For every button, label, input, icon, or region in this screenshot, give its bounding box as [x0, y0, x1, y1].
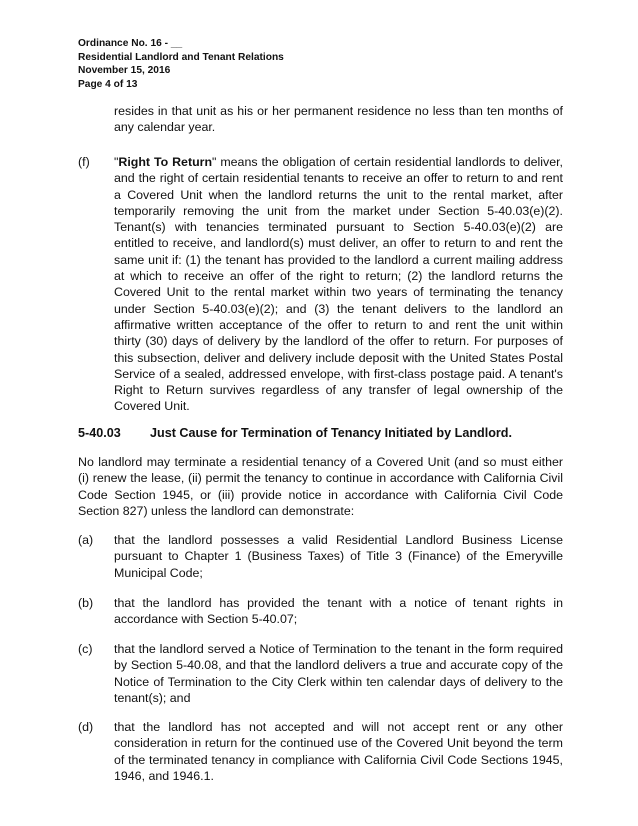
- item-label-c: (c): [78, 642, 93, 656]
- paragraph-line: consideration in return for the continued use of the Covered Unit beyond the term: [114, 736, 563, 751]
- ordinance-number: Ordinance No. 16 - __: [78, 38, 183, 49]
- paragraph-line: by Section 5-40.08, and that the landlord delivers a true and accurate copy of the: [114, 658, 563, 673]
- paragraph-line: pursuant to Chapter 1 (Business Taxes) of Title 3 (Finance) of the Emeryville: [114, 549, 563, 564]
- item-label-b: (b): [78, 596, 94, 610]
- paragraph-line: same unit if: (1) the tenant has provided to the landlord a current mailing address: [114, 252, 563, 267]
- paragraph-line: Covered Unit.: [114, 399, 190, 414]
- paragraph-line: at which to receive an offer of the right to return; (2) the landlord returns the: [114, 269, 563, 284]
- condition-c: [114, 641, 563, 706]
- paragraph-line: that the landlord possesses a valid Residential Landlord Business License: [114, 533, 563, 547]
- paragraph-line: 1946, and 1946.1.: [114, 768, 214, 783]
- paragraph-line: resides in that unit as his or her permanent residence no less than ten months of: [114, 104, 563, 118]
- condition-b: [114, 595, 563, 628]
- paragraph-line: Section 827) unless the landlord can demonstrate:: [78, 503, 355, 518]
- paragraph-line: that the landlord has provided the tenant with a notice of tenant rights in: [114, 596, 563, 610]
- definition-text: " means the obligation of certain residential landlords to deliver,: [212, 155, 563, 169]
- paragraph-line: under Section 5-40.03(e)(2); and (3) the tenant delivers to the landlord an: [114, 301, 563, 316]
- paragraph-line: Right to Return survives regardless of any transfer of legal ownership of the: [114, 383, 563, 398]
- continued-paragraph: [114, 103, 563, 136]
- item-label-a: (a): [78, 533, 94, 547]
- section-heading: [78, 426, 512, 440]
- intro-paragraph: [78, 454, 563, 519]
- section-title: Just Cause for Termination of Tenancy Initiated by Landlord.: [150, 426, 512, 440]
- item-label-f: (f): [78, 155, 90, 169]
- paragraph-line: (i) renew the lease, (ii) permit the tenancy to continue in accordance with California Civil: [78, 471, 563, 486]
- defined-term: Right To Return: [118, 155, 213, 169]
- page-number: Page 4 of 13: [78, 78, 138, 90]
- paragraph-line: Code Section 1945, or (iii) provide notice in accordance with California Civil Code: [78, 487, 563, 502]
- paragraph-line: that the landlord has not accepted and will not accept rent or any other: [114, 720, 563, 734]
- paragraph-line: any calendar year.: [114, 120, 216, 135]
- paragraph-line: entitled to receive, and landlord(s) must deliver, an offer to return to and rent the: [114, 236, 563, 251]
- paragraph-line: Municipal Code;: [114, 565, 203, 580]
- ordinance-date: November 15, 2016: [78, 65, 171, 77]
- paragraph-line: and the right of certain residential tenants to receive an offer to return to and rent: [114, 171, 563, 186]
- paragraph-line: thirty (30) days of delivery by the landlord of the offer to return. For purposes of: [114, 334, 563, 349]
- definition-right-to-return: [114, 154, 563, 415]
- paragraph-line: Notice of Termination to the City Clerk within ten calendar days of delivery to the: [114, 674, 563, 689]
- paragraph-line: of the terminated tenancy in compliance with California Civil Code Sections 1945,: [114, 752, 563, 767]
- paragraph-line: [114, 154, 563, 170]
- quote-mark: ": [114, 155, 119, 169]
- item-label-d: (d): [78, 720, 94, 734]
- ordinance-title: Residential Landlord and Tenant Relations: [78, 51, 284, 63]
- condition-a: [114, 532, 563, 581]
- paragraph-line: tenant(s); and: [114, 690, 191, 705]
- section-number: 5-40.03: [78, 426, 121, 440]
- paragraph-line: accordance with Section 5-40.07;: [114, 612, 298, 627]
- paragraph-line: Service of a sealed, addressed envelope, with first-class postage paid. A tenant's: [114, 366, 563, 381]
- paragraph-line: affirmative written acceptance of the offer to return to and rent the unit within: [114, 317, 563, 332]
- paragraph-line: this subsection, deliver and delivery include deposit with the United States Postal: [114, 350, 563, 365]
- paragraph-line: a Covered Unit when the landlord returns the unit to the rental market, after: [114, 187, 563, 202]
- paragraph-line: that the landlord served a Notice of Termination to the tenant in the form required: [114, 642, 563, 656]
- paragraph-line: Tenant(s) with tenancies terminated pursuant to Section 5-40.03(e)(2) are: [114, 220, 563, 235]
- paragraph-line: temporarily removing the unit from the market under Section 5-40.03(e)(2).: [114, 203, 563, 218]
- paragraph-line: Covered Unit to the rental market within two years of terminating the tenancy: [114, 285, 563, 300]
- condition-d: [114, 719, 563, 784]
- paragraph-line: No landlord may terminate a residential tenancy of a Covered Unit (and so must either: [78, 455, 563, 469]
- document-header: [78, 37, 284, 91]
